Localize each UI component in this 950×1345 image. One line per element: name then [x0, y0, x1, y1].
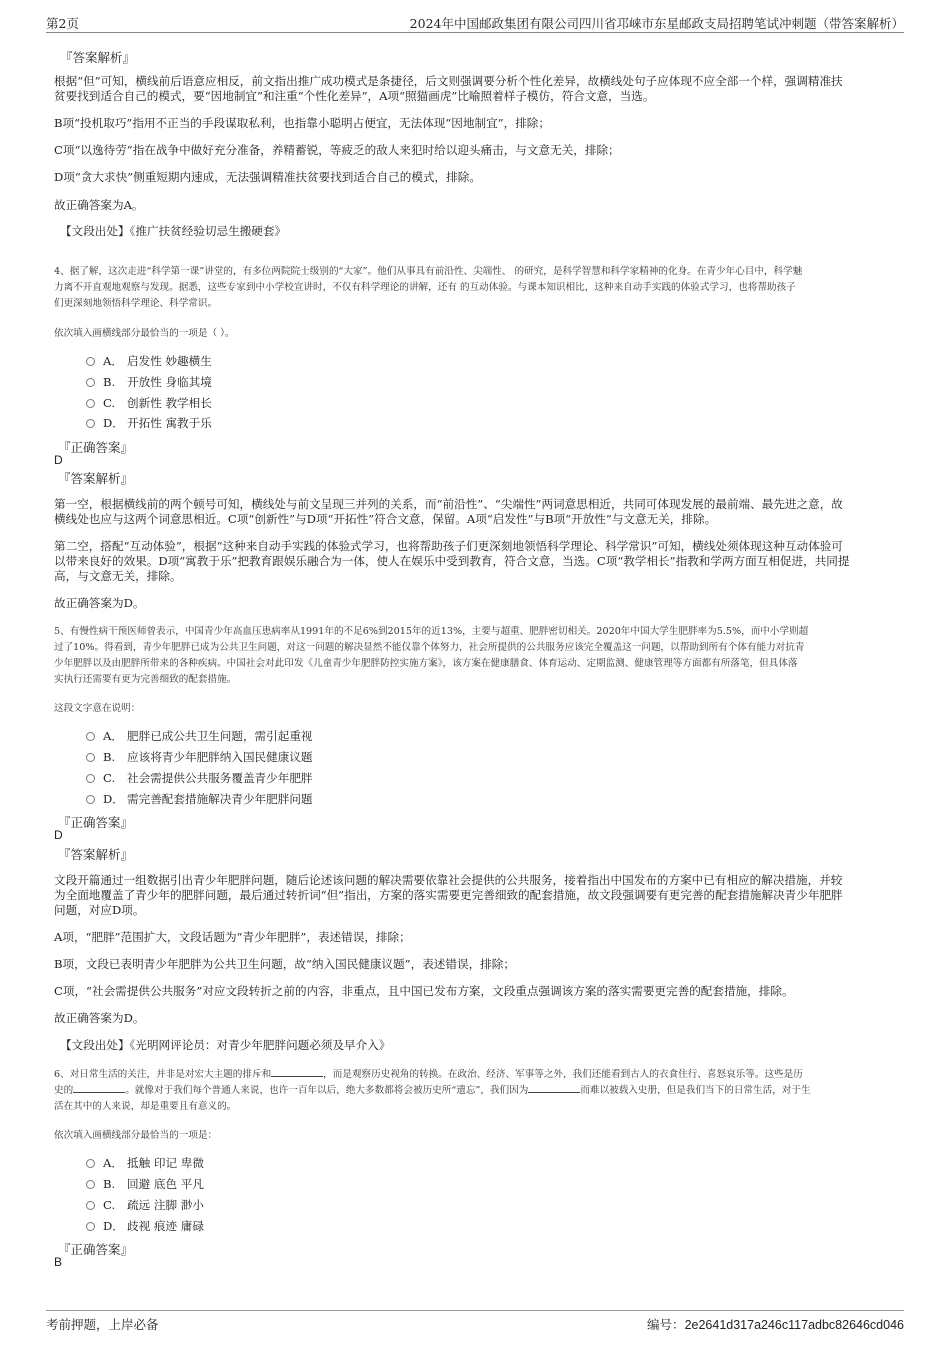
fill-blank: [271, 1067, 323, 1077]
question-stem: 们更深刻地领悟科学理论、科学常识。: [54, 298, 218, 309]
question-stem: 力离不开直观地观察与发现。据悉，这些专家到中小学校宣讲时，不仅有科学理论的讲解，还有 的互动体验。与课本知识相比，这种来自动手实践的体验式学习，也将帮助孩子: [54, 282, 796, 293]
analysis-label: 『答案解析』: [58, 471, 134, 486]
correct-answer: D: [54, 453, 63, 467]
analysis-paragraph: 第二空，搭配“互动体验”，根据“这种来自动手实践的体验式学习，也将帮助孩子们更深刻地领悟科学理论、科学常识”可知，横线处须体现这种互动体验可: [54, 539, 843, 553]
option-a[interactable]: A． 抵触 印记 卑微: [86, 1155, 204, 1171]
option-c[interactable]: C. 疏远 注脚 渺小: [86, 1197, 204, 1213]
analysis-paragraph: 第一空，根据横线前的两个顿号可知，横线处与前文呈现三并列的关系，而“前沿性”、“尖端性”两词意思相近，共同可体现发展的最前端、最先进之意，故: [54, 497, 843, 511]
analysis-paragraph: D项“贪大求快”侧重短期内速成，无法强调精准扶贫要找到适合自己的模式，排除。: [54, 170, 481, 184]
analysis-paragraph: 以带来良好的效果。D项“寓教于乐”把教育跟娱乐融合为一体，使人在娱乐中受到教育，符合文意，当选。C项“教学相长”指教和学两方面互相促进，共同提: [54, 554, 850, 568]
analysis-paragraph: C项，“社会需提供公共服务”对应文段转折之前的内容，非重点，且中国已发布方案，文段重点强调该方案的落实需要更完善的配套措施，排除。: [54, 984, 794, 998]
analysis-conclusion: 故正确答案为D。: [54, 1011, 145, 1025]
question-stem: 4、据了解，这次走进“科学第一课”讲堂的，有多位两院院士级别的“大家”。他们从事具有前沿性、尖端性、 的研究，是科学智慧和科学家精神的化身。在青少年心目中，科学魅: [54, 266, 803, 277]
analysis-paragraph: B项“投机取巧”指用不正当的手段谋取私利，也指靠小聪明占便宜，无法体现“因地制宜”，排除；: [54, 116, 550, 130]
analysis-conclusion: 故正确答案为D。: [54, 596, 145, 610]
radio-icon[interactable]: [86, 378, 95, 387]
fill-blank: [528, 1083, 580, 1093]
option-c[interactable]: C. 创新性 教学相长: [86, 395, 212, 411]
document-code: 编号：2e2641d317a246c117adbc82646cd046: [647, 1317, 904, 1332]
radio-icon[interactable]: [86, 357, 95, 366]
radio-icon[interactable]: [86, 1222, 95, 1231]
analysis-paragraph: 问题，对应D项。: [54, 903, 145, 917]
option-b[interactable]: B. 开放性 身临其境: [86, 374, 212, 390]
source-citation: 【文段出处】《推广扶贫经验切忌生搬硬套》: [60, 224, 287, 238]
question-stem: 5、有慢性病干预医师曾表示，中国青少年高血压患病率从1991年的不足6%到2015年的近13%，主要与超重、肥胖密切相关。2020年中国大学生肥胖率为5.5%，而中小学则超: [54, 626, 809, 637]
option-b[interactable]: B. 应该将青少年肥胖纳入国民健康议题: [86, 749, 313, 765]
page-number: 第2页: [46, 16, 79, 31]
document-title: 2024年中国邮政集团有限公司四川省邛崃市东星邮政支局招聘笔试冲刺题（带答案解析）: [409, 16, 904, 31]
radio-icon[interactable]: [86, 795, 95, 804]
radio-icon[interactable]: [86, 753, 95, 762]
analysis-paragraph: 高，与文意无关，排除。: [54, 569, 182, 583]
option-c[interactable]: C. 社会需提供公共服务覆盖青少年肥胖: [86, 770, 313, 786]
question-prompt: 这段文字意在说明：: [54, 703, 141, 714]
correct-answer-label: 『正确答案』: [58, 815, 134, 830]
correct-answer-label: 『正确答案』: [58, 440, 134, 455]
correct-answer: D: [54, 828, 63, 842]
option-b[interactable]: B. 回避 底色 平凡: [86, 1176, 204, 1192]
analysis-paragraph: C项“以逸待劳”指在战争中做好充分准备，养精蓄锐，等疲乏的敌人来犯时给以迎头痛击，与文意无关，排除；: [54, 143, 620, 157]
question-stem: 少年肥胖以及由肥胖所带来的各种疾病。中国社会对此印发《儿童青少年肥胖防控实施方案》，该方案在健康膳食、体育运动、定期监测、健康管理等方面都有所落笔，但具体落: [54, 658, 798, 669]
analysis-paragraph: A项，“肥胖”范围扩大，文段话题为“青少年肥胖”，表述错误，排除；: [54, 930, 411, 944]
correct-answer-label: 『正确答案』: [58, 1242, 134, 1257]
analysis-paragraph: 为全面地覆盖了青少年的肥胖问题，最后通过转折词“但”指出，方案的落实需要更完善细致的配套措施，故文段强调要有更完善的配套措施解决青少年肥胖: [54, 888, 843, 902]
question-prompt: 依次填入画横线部分最恰当的一项是：: [54, 1130, 218, 1141]
footer-slogan: 考前押题，上岸必备: [46, 1317, 159, 1332]
radio-icon[interactable]: [86, 1201, 95, 1210]
option-d[interactable]: D． 歧视 痕迹 庸碌: [86, 1218, 204, 1234]
analysis-label: 『答案解析』: [60, 50, 136, 65]
radio-icon[interactable]: [86, 732, 95, 741]
analysis-paragraph: 贫要找到适合自己的模式，要“因地制宜”和注重“个性化差异”，A项“照猫画虎”比喻照着样子模仿，符合文意，当选。: [54, 89, 655, 103]
analysis-paragraph: B项，文段已表明青少年肥胖为公共卫生问题，故“纳入国民健康议题”，表述错误，排除；: [54, 957, 515, 971]
page-header: [46, 12, 904, 33]
radio-icon[interactable]: [86, 1180, 95, 1189]
analysis-conclusion: 故正确答案为A。: [54, 198, 144, 212]
analysis-paragraph: 横线处也应与这两个词意思相近。C项“创新性”与D项“开拓性”符合文意，保留。A项“启发性”与B项“开放性”与文意无关，排除。: [54, 512, 717, 526]
question-stem: 6、对日常生活的关注，并非是对宏大主题的排斥和 ，而是观察历史视角的转换。在政治、经济、军事等之外，我们还能看到古人的衣食住行、喜怒哀乐等。这些是历: [54, 1069, 803, 1080]
correct-answer: B: [54, 1255, 63, 1269]
question-stem: 过了10%。得看到，青少年肥胖已成为公共卫生问题，对这一问题的解决显然不能仅靠个体努力，社会所提供的公共服务应该完全覆盖这一问题，以帮助到所有个体有能力对抗青: [54, 642, 805, 653]
option-a[interactable]: A． 肥胖已成公共卫生问题，需引起重视: [86, 728, 313, 744]
option-d[interactable]: D． 开拓性 寓教于乐: [86, 415, 212, 431]
page-footer: [46, 1310, 904, 1333]
option-a[interactable]: A． 启发性 妙趣横生: [86, 353, 212, 369]
source-citation: 【文段出处】《光明网评论员：对青少年肥胖问题必须及早介入》: [60, 1038, 391, 1052]
question-stem: 史的 。就像对于我们每个普通人来说，也许一百年以后，绝大多数都将会被历史所“遗忘”，我们因为 而难以被载入史册，但是我们当下的日常生活，对于生: [54, 1085, 811, 1096]
question-stem: 活在其中的人来说，却是重要且有意义的。: [54, 1101, 237, 1112]
analysis-label: 『答案解析』: [58, 847, 134, 862]
fill-blank: [73, 1083, 125, 1093]
option-d[interactable]: D． 需完善配套措施解决青少年肥胖问题: [86, 791, 313, 807]
analysis-paragraph: 根据“但”可知，横线前后语意应相反，前文指出推广成功模式是条捷径，后文则强调要分析个性化差异，故横线处句子应体现不应全部一个样，强调精准扶: [54, 74, 843, 88]
radio-icon[interactable]: [86, 774, 95, 783]
question-stem: 实执行还需要有更为完善细致的配套措施。: [54, 674, 237, 685]
radio-icon[interactable]: [86, 399, 95, 408]
analysis-paragraph: 文段开篇通过一组数据引出青少年肥胖问题，随后论述该问题的解决需要依靠社会提供的公共服务，接着指出中国发布的方案中已有相应的解决措施，并较: [54, 873, 843, 887]
radio-icon[interactable]: [86, 419, 95, 428]
radio-icon[interactable]: [86, 1159, 95, 1168]
question-prompt: 依次填入画横线部分最恰当的一项是（ ）。: [54, 328, 235, 339]
